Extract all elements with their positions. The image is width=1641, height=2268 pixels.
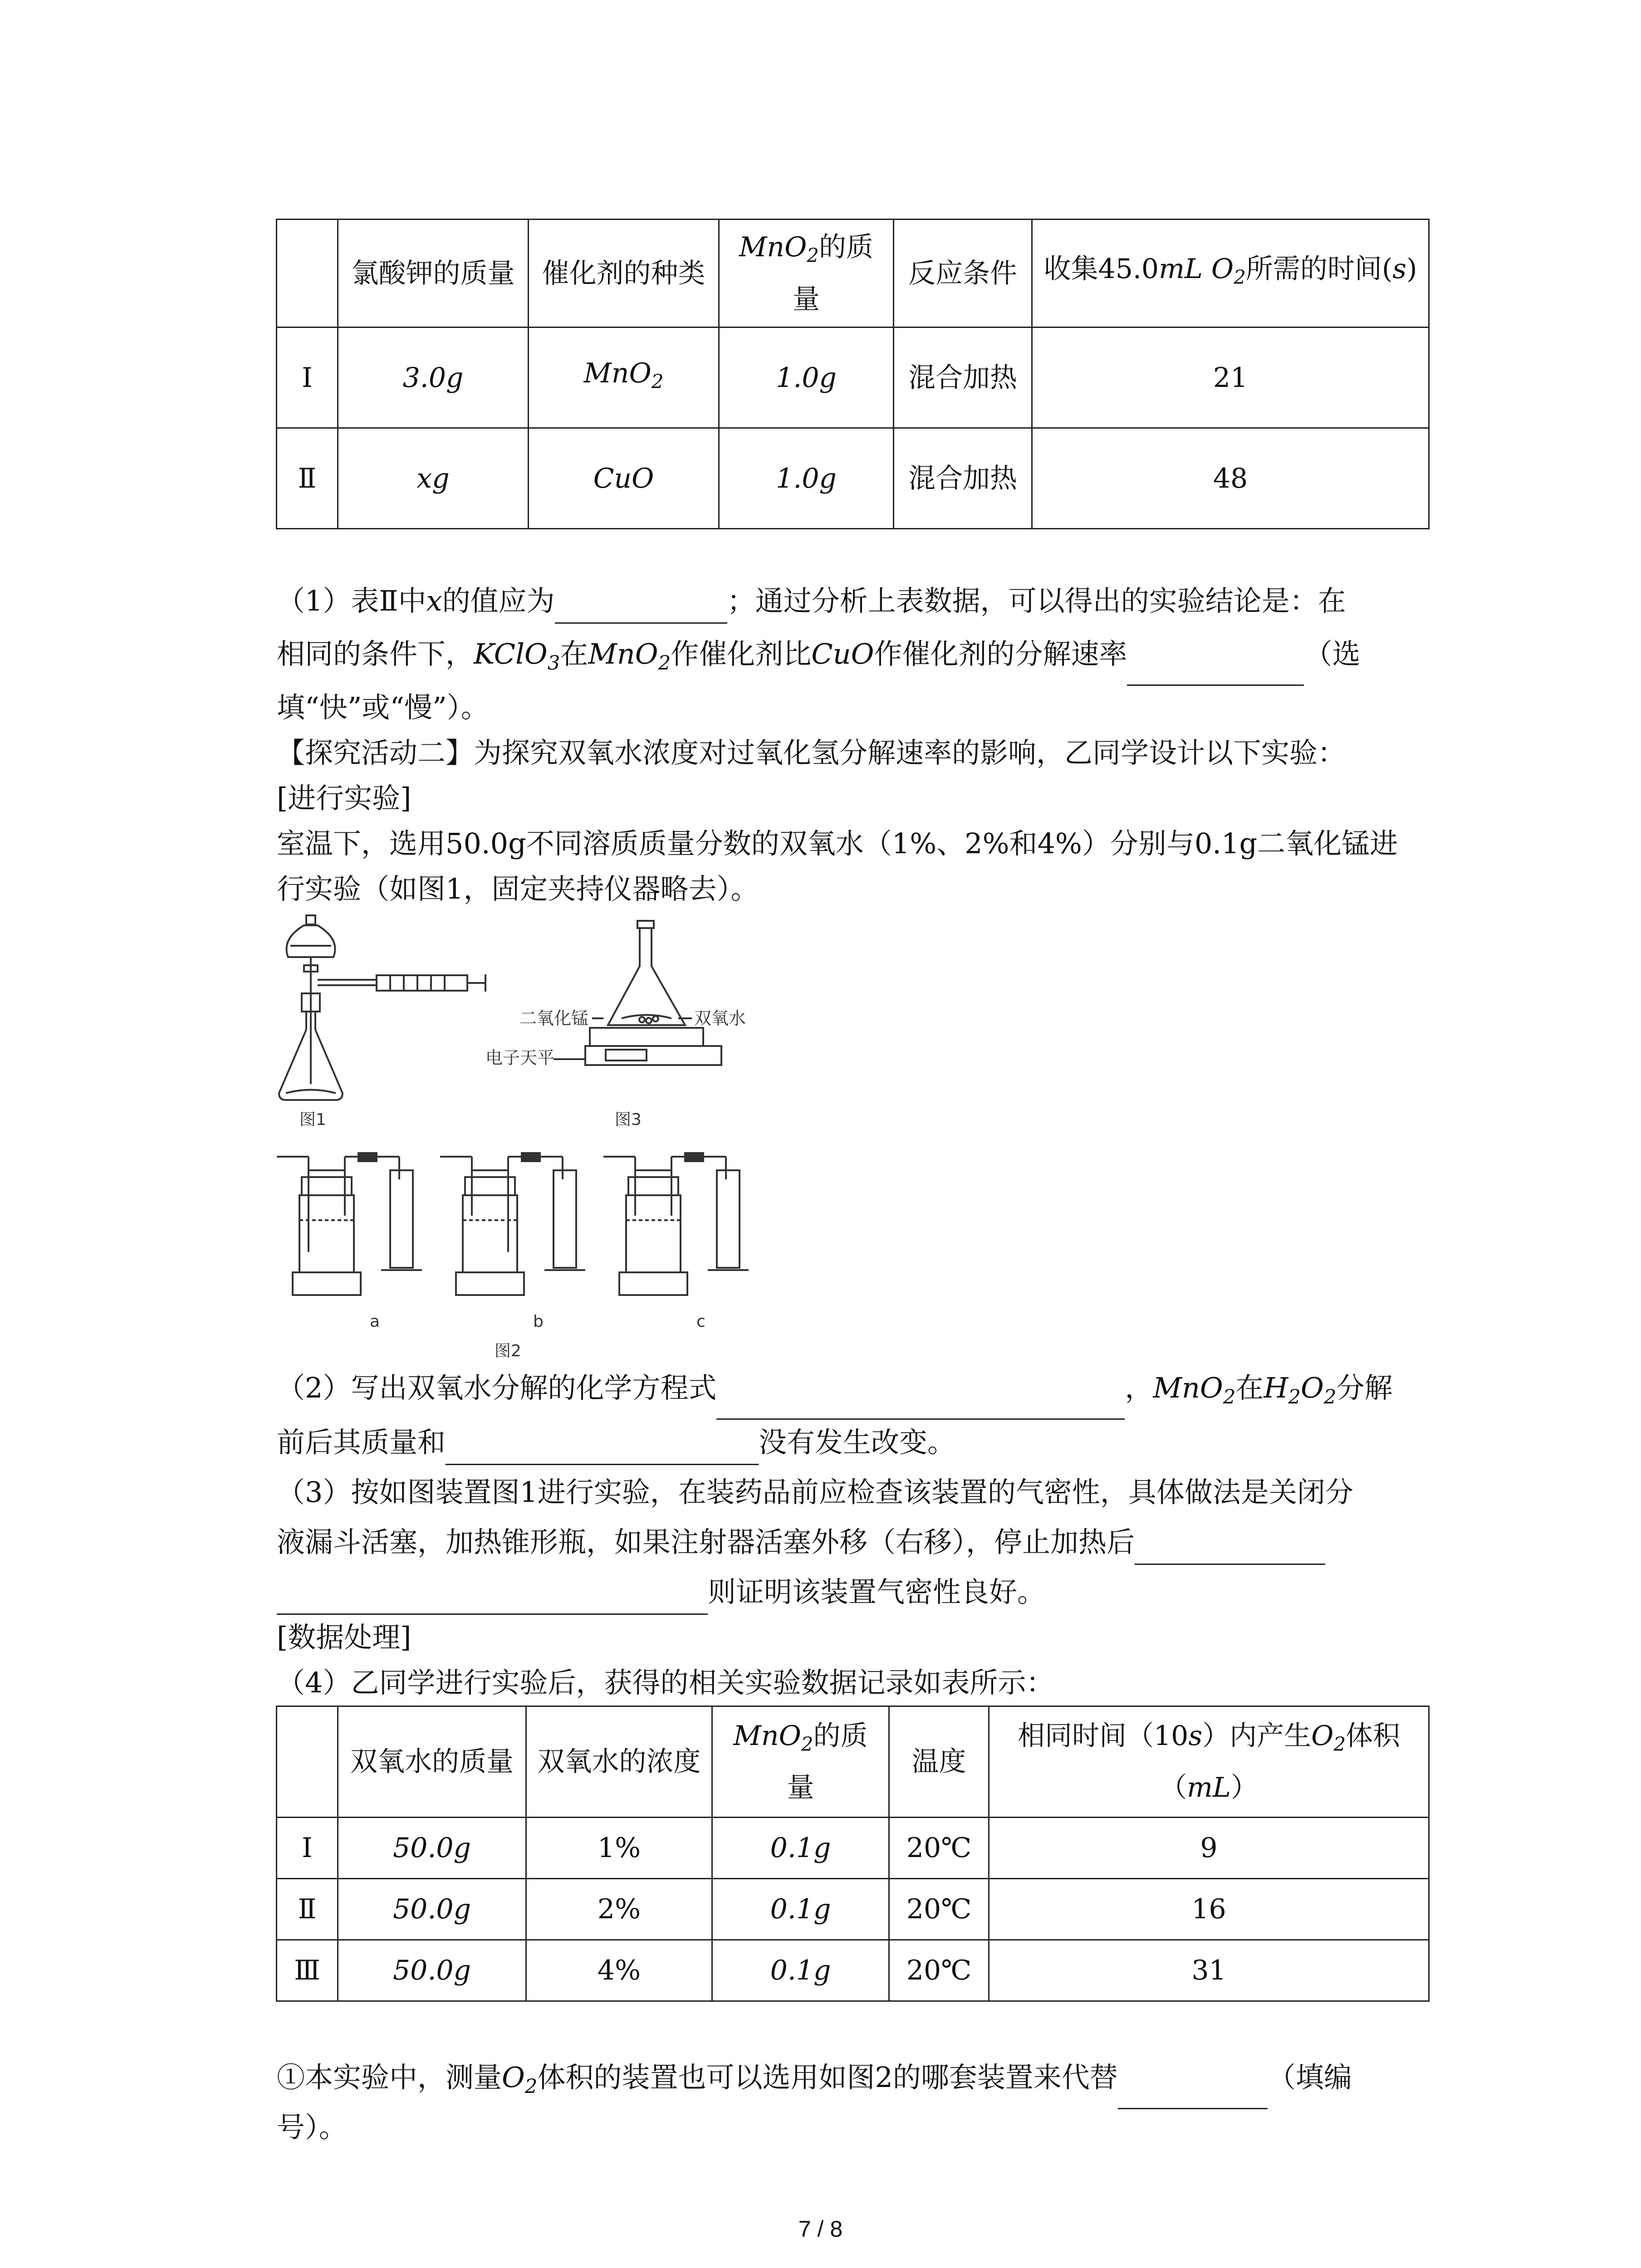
answer-blank[interactable]	[277, 1582, 708, 1615]
answer-blank[interactable]	[555, 591, 727, 624]
answer-blank[interactable]	[716, 1387, 1125, 1420]
text: ；通过分析上表数据，可以得出的实验结论是：在	[727, 584, 1346, 617]
variable-x: x	[426, 584, 442, 617]
cell: 2%	[526, 1879, 712, 1940]
cell: 31	[989, 1940, 1429, 2001]
figure3-caption: 图3	[615, 1110, 642, 1129]
row-id: Ⅱ	[277, 1879, 338, 1940]
q3-line2	[277, 1520, 1325, 1565]
apparatus-label-b: b	[533, 1312, 544, 1331]
figure3-apparatus	[554, 921, 721, 1065]
table1-header-cell: 收集45.0mL $O_2$所需的时间(s)	[1032, 220, 1429, 327]
table-row	[277, 1940, 1429, 2001]
figure1-and-figure3	[272, 912, 794, 1139]
table-row	[277, 1879, 1429, 1940]
text: 不同溶质质量分数的双氧水（1%、2%和4%）分别与	[526, 827, 1195, 860]
q2-line1: （2）写出双氧水分解的化学方程式 ，MnO$_2$在$H_2O_2$分解	[277, 1365, 1393, 1420]
text: 在	[1235, 1371, 1264, 1404]
label-balance: 电子天平	[485, 1048, 555, 1068]
text: 前后其质量和	[277, 1426, 446, 1459]
q4-intro: （4）乙同学进行实验后，获得的相关实验数据记录如表所示：	[277, 1666, 1054, 1699]
q1-line3: 填“快”或“慢”）。	[277, 691, 489, 724]
q2-line2	[277, 1420, 955, 1465]
apparatus-c	[603, 1152, 749, 1295]
activity2-intro-cont: 行实验（如图1，固定夹持仪器略去）。	[277, 872, 759, 905]
table2-header-cell: 温度	[889, 1706, 989, 1818]
table1-header-cell: 氯酸钾的质量	[338, 220, 529, 327]
mno2-formula: MnO$_2$	[1153, 1371, 1236, 1409]
apparatus-b	[440, 1152, 585, 1295]
text: （1）表Ⅱ中	[277, 584, 426, 617]
text: 作催化剂比	[671, 637, 812, 670]
row-id: Ⅰ	[277, 1818, 338, 1879]
text: 二氧化锰进	[1257, 827, 1398, 860]
cell: 4%	[526, 1940, 712, 2001]
activity2-title: 【探究活动二】为探究双氧水浓度对过氧化氢分解速率的影响，乙同学设计以下实验：	[277, 736, 1346, 769]
text: ①本实验中，测量	[277, 2061, 502, 2094]
table1-header-cell: MnO$_2$的质量	[719, 220, 894, 327]
q3-line3	[277, 1569, 1045, 1615]
text: 作催化剂的分解速率	[874, 637, 1127, 670]
apparatus-label-c: c	[696, 1312, 705, 1331]
text: （填编	[1267, 2061, 1352, 2094]
row-id: Ⅲ	[277, 1940, 338, 2001]
answer-blank[interactable]	[446, 1432, 759, 1465]
cell: xg	[338, 428, 529, 529]
cell: 21	[1032, 327, 1429, 428]
figure1-apparatus	[279, 915, 485, 1100]
table1-header-cell: 催化剂的种类	[529, 220, 719, 327]
label-mno2: 二氧化锰	[519, 1008, 589, 1028]
row-id: Ⅰ	[277, 327, 338, 428]
text: （2）写出双氧水分解的化学方程式	[277, 1371, 717, 1404]
row-id: Ⅱ	[277, 428, 338, 529]
cell: 1.0g	[719, 327, 894, 428]
answer-blank[interactable]	[1135, 1532, 1325, 1565]
h2o2-formula: $H_2O_2$	[1264, 1371, 1337, 1409]
figure1-caption: 图1	[299, 1110, 326, 1129]
cell: 0.1g	[712, 1879, 889, 1940]
cell: 混合加热	[894, 327, 1032, 428]
cell: MnO$_2$	[529, 327, 719, 428]
apparatus-label-a: a	[370, 1312, 380, 1331]
text: 体积的装置也可以选用如图2的哪套装置来代替	[537, 2061, 1118, 2094]
table-row	[277, 1818, 1429, 1879]
q1-line2	[277, 631, 1361, 686]
answer-blank[interactable]	[1127, 653, 1304, 686]
table1-header-row	[277, 220, 1429, 327]
q4-1-line2: 号）。	[277, 2111, 348, 2144]
table-row	[277, 428, 1429, 529]
cell: 1.0g	[719, 428, 894, 529]
cell: 48	[1032, 428, 1429, 529]
section-heading: [数据处理]	[277, 1621, 411, 1654]
cell: CuO	[529, 428, 719, 529]
section-heading: [进行实验]	[277, 782, 411, 815]
cell: 0.1g	[712, 1818, 889, 1879]
text: 的值应为	[442, 584, 555, 617]
o2-formula: $O_2$	[502, 2061, 538, 2098]
table1-header-cell	[277, 220, 338, 327]
text: 分解	[1336, 1371, 1393, 1404]
answer-blank[interactable]	[1118, 2076, 1268, 2109]
text: 相同的条件下，	[277, 637, 474, 670]
cell: 9	[989, 1818, 1429, 1879]
q4-1-line1	[277, 2055, 1352, 2109]
text: 液漏斗活塞，加热锥形瓶，如果注射器活塞外移（右移），停止加热后	[277, 1525, 1135, 1559]
concentration-data-table	[276, 1706, 1430, 2002]
table2-header-cell: 相同时间（10s）内产生$O_2$体积（mL）	[989, 1706, 1429, 1818]
figure2-caption: 图2	[495, 1342, 521, 1360]
text: 室温下，选用	[277, 827, 446, 860]
table2-header-cell: 双氧水的浓度	[526, 1706, 712, 1818]
mno2-formula: MnO$_2$	[739, 231, 819, 267]
cell: 3.0g	[338, 327, 529, 428]
mno2-formula: MnO$_2$	[588, 637, 671, 675]
cuo-formula: CuO	[811, 637, 874, 670]
page-number: 7 / 8	[798, 2216, 843, 2242]
table1-header-cell: 反应条件	[894, 220, 1032, 327]
text: 没有发生改变。	[759, 1426, 956, 1459]
text: 则证明该装置气密性良好。	[708, 1575, 1046, 1608]
kclo3-formula: KClO$_3$	[474, 637, 560, 675]
cell: 16	[989, 1879, 1429, 1940]
cell: 20℃	[889, 1940, 989, 2001]
table2-header-cell: 双氧水的质量	[338, 1706, 526, 1818]
cell: 0.1g	[712, 1940, 889, 2001]
text: 在	[560, 637, 588, 670]
figure2	[272, 1152, 794, 1365]
text: 0.1g	[1194, 827, 1258, 860]
cell: 50.0g	[338, 1818, 526, 1879]
activity2-intro	[277, 821, 1398, 866]
table-row	[277, 327, 1429, 428]
table2-header-row	[277, 1706, 1429, 1818]
cell: 50.0g	[338, 1879, 526, 1940]
text: （选	[1304, 637, 1361, 670]
label-h2o2: 双氧水	[694, 1008, 746, 1028]
table2-header-cell	[277, 1706, 338, 1818]
cell: 混合加热	[894, 428, 1032, 529]
cell: 50.0g	[338, 1940, 526, 2001]
cell: 1%	[526, 1818, 712, 1879]
text: 50.0g	[446, 827, 526, 860]
table2-header-cell: MnO$_2$的质量	[712, 1706, 889, 1818]
cell: 20℃	[889, 1818, 989, 1879]
cell: 20℃	[889, 1879, 989, 1940]
apparatus-a	[277, 1152, 422, 1295]
q3-line1: （3）按如图装置图1进行实验，在装药品前应检查该装置的气密性，具体做法是关闭分	[277, 1476, 1353, 1509]
catalyst-comparison-table	[276, 219, 1430, 529]
q1-line1	[277, 578, 1346, 624]
